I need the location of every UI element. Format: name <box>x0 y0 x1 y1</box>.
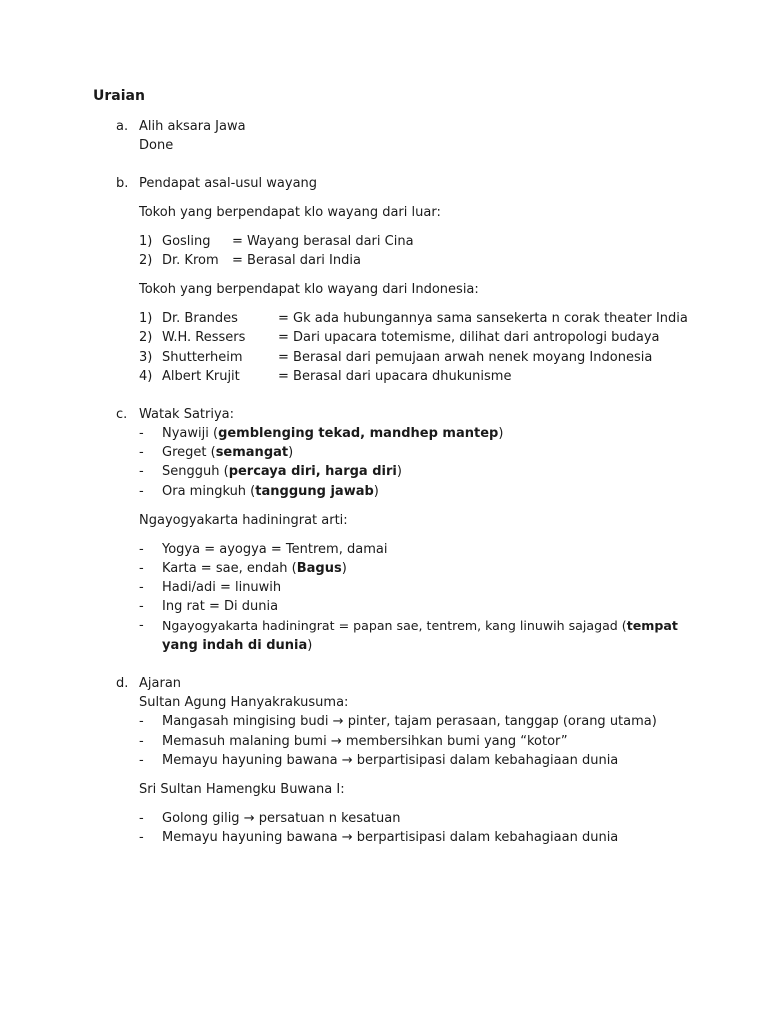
luar-item-desc: = Wayang berasal dari Cina <box>232 234 414 249</box>
ajaran-meaning: persatuan n kesatuan <box>258 811 401 826</box>
list-dash: - <box>139 561 144 576</box>
watak-item <box>162 425 503 442</box>
list-dash: - <box>139 542 144 557</box>
arti-item <box>162 617 678 634</box>
ajaran-term: Memayu hayuning bawana <box>162 830 338 845</box>
section-b-marker: b. <box>116 176 129 191</box>
arrow-right-icon: → <box>341 753 353 768</box>
watak-item <box>162 483 379 500</box>
luar-item-num: 1) <box>139 234 153 249</box>
list-dash: - <box>139 426 144 441</box>
arti-item: Yogya = ayogya = Tentrem, damai <box>162 542 388 557</box>
indonesia-intro: Tokoh yang berpendapat klo wayang dari Indonesia: <box>139 282 479 297</box>
arti-meaning: tempat <box>626 618 678 633</box>
list-dash: - <box>139 580 144 595</box>
section-d-marker: d. <box>116 676 129 691</box>
section-b-heading: Pendapat asal-usul wayang <box>139 176 318 191</box>
watak-meaning: percaya diri, harga diri <box>228 464 397 479</box>
ajaran-meaning: membersihkan bumi yang “kotor” <box>345 734 568 749</box>
ajaran-item <box>162 810 400 827</box>
ajaran-meaning: berpartisipasi dalam kebahagiaan dunia <box>356 830 619 845</box>
watak-text: Ora mingkuh ( <box>162 484 256 499</box>
section-d-heading: Ajaran <box>139 676 182 691</box>
document-title: Uraian <box>93 88 145 104</box>
indonesia-item-desc: = Berasal dari upacara dhukunisme <box>278 369 512 384</box>
luar-item-num: 2) <box>139 253 153 268</box>
list-dash: - <box>139 734 144 749</box>
list-dash: - <box>139 599 144 614</box>
ajaran-item <box>162 713 657 730</box>
ajaran-term: Mangasah mingising budi <box>162 714 329 729</box>
indonesia-item-name: W.H. Ressers <box>162 330 246 345</box>
list-dash: - <box>139 484 144 499</box>
watak-text: Greget ( <box>162 445 216 460</box>
watak-meaning: tanggung jawab <box>255 484 374 499</box>
watak-meaning: semangat <box>215 445 289 460</box>
watak-item <box>162 463 402 480</box>
arrow-right-icon: → <box>341 830 353 845</box>
indonesia-item-desc: = Berasal dari pemujaan arwah nenek moyang Indonesia <box>278 350 653 365</box>
indonesia-item-num: 4) <box>139 369 153 384</box>
watak-close: ) <box>498 426 504 441</box>
section-a-note: Done <box>139 138 174 153</box>
list-dash: - <box>139 714 144 729</box>
hamengku-name: Sri Sultan Hamengku Buwana I: <box>139 782 345 797</box>
watak-meaning: gemblenging tekad, mandhep mantep <box>218 426 499 441</box>
list-dash: - <box>139 830 144 845</box>
list-dash: - <box>139 811 144 826</box>
ajaran-term: Memayu hayuning bawana <box>162 753 338 768</box>
indonesia-item-desc: = Dari upacara totemisme, dilihat dari antropologi budaya <box>278 330 660 345</box>
arti-item-continuation <box>162 637 312 654</box>
ajaran-term: Memasuh malaning bumi <box>162 734 327 749</box>
indonesia-item-name: Albert Krujit <box>162 369 240 384</box>
arti-item: Ing rat = Di dunia <box>162 599 279 614</box>
indonesia-item-num: 2) <box>139 330 153 345</box>
ajaran-item <box>162 829 618 846</box>
ajaran-meaning: berpartisipasi dalam kebahagiaan dunia <box>356 753 619 768</box>
list-dash: - <box>139 445 144 460</box>
indonesia-item-name: Shutterheim <box>162 350 243 365</box>
list-dash: - <box>139 618 144 633</box>
list-dash: - <box>139 464 144 479</box>
ajaran-item <box>162 733 568 750</box>
arti-meaning: Bagus <box>296 561 342 576</box>
ajaran-meaning: pinter, tajam perasaan, tanggap (orang utama) <box>347 714 657 729</box>
ngayogya-intro: Ngayogyakarta hadiningrat arti: <box>139 513 348 528</box>
ajaran-term: Golong gilig <box>162 811 240 826</box>
watak-close: ) <box>396 464 402 479</box>
arrow-right-icon: → <box>332 714 344 729</box>
arti-meaning-cont: yang indah di dunia <box>162 638 308 653</box>
ajaran-item <box>162 752 618 769</box>
watak-text: Nyawiji ( <box>162 426 219 441</box>
luar-intro: Tokoh yang berpendapat klo wayang dari luar: <box>139 205 441 220</box>
arti-close: ) <box>307 638 313 653</box>
list-dash: - <box>139 753 144 768</box>
arrow-right-icon: → <box>243 811 255 826</box>
arti-close: ) <box>341 561 347 576</box>
arti-text: Ngayogyakarta hadiningrat = papan sae, tentrem, kang linuwih sajagad ( <box>162 618 627 633</box>
watak-item <box>162 444 293 461</box>
sultan-agung-name: Sultan Agung Hanyakrakusuma: <box>139 695 349 710</box>
watak-close: ) <box>373 484 379 499</box>
indonesia-item-num: 3) <box>139 350 153 365</box>
indonesia-item-name: Dr. Brandes <box>162 311 238 326</box>
watak-text: Sengguh ( <box>162 464 229 479</box>
luar-item-name: Gosling <box>162 234 211 249</box>
section-a-heading: Alih aksara Jawa <box>139 119 246 134</box>
section-c-heading: Watak Satriya: <box>139 407 235 422</box>
arrow-right-icon: → <box>330 734 342 749</box>
luar-item-desc: = Berasal dari India <box>232 253 361 268</box>
indonesia-item-num: 1) <box>139 311 153 326</box>
watak-close: ) <box>288 445 294 460</box>
luar-item-name: Dr. Krom <box>162 253 219 268</box>
section-a-marker: a. <box>116 119 129 134</box>
indonesia-item-desc: = Gk ada hubungannya sama sansekerta n corak theater India <box>278 311 688 326</box>
section-c-marker: c. <box>116 407 128 422</box>
arti-text: Karta = sae, endah ( <box>162 561 297 576</box>
arti-item: Hadi/adi = linuwih <box>162 580 282 595</box>
arti-item <box>162 560 347 577</box>
